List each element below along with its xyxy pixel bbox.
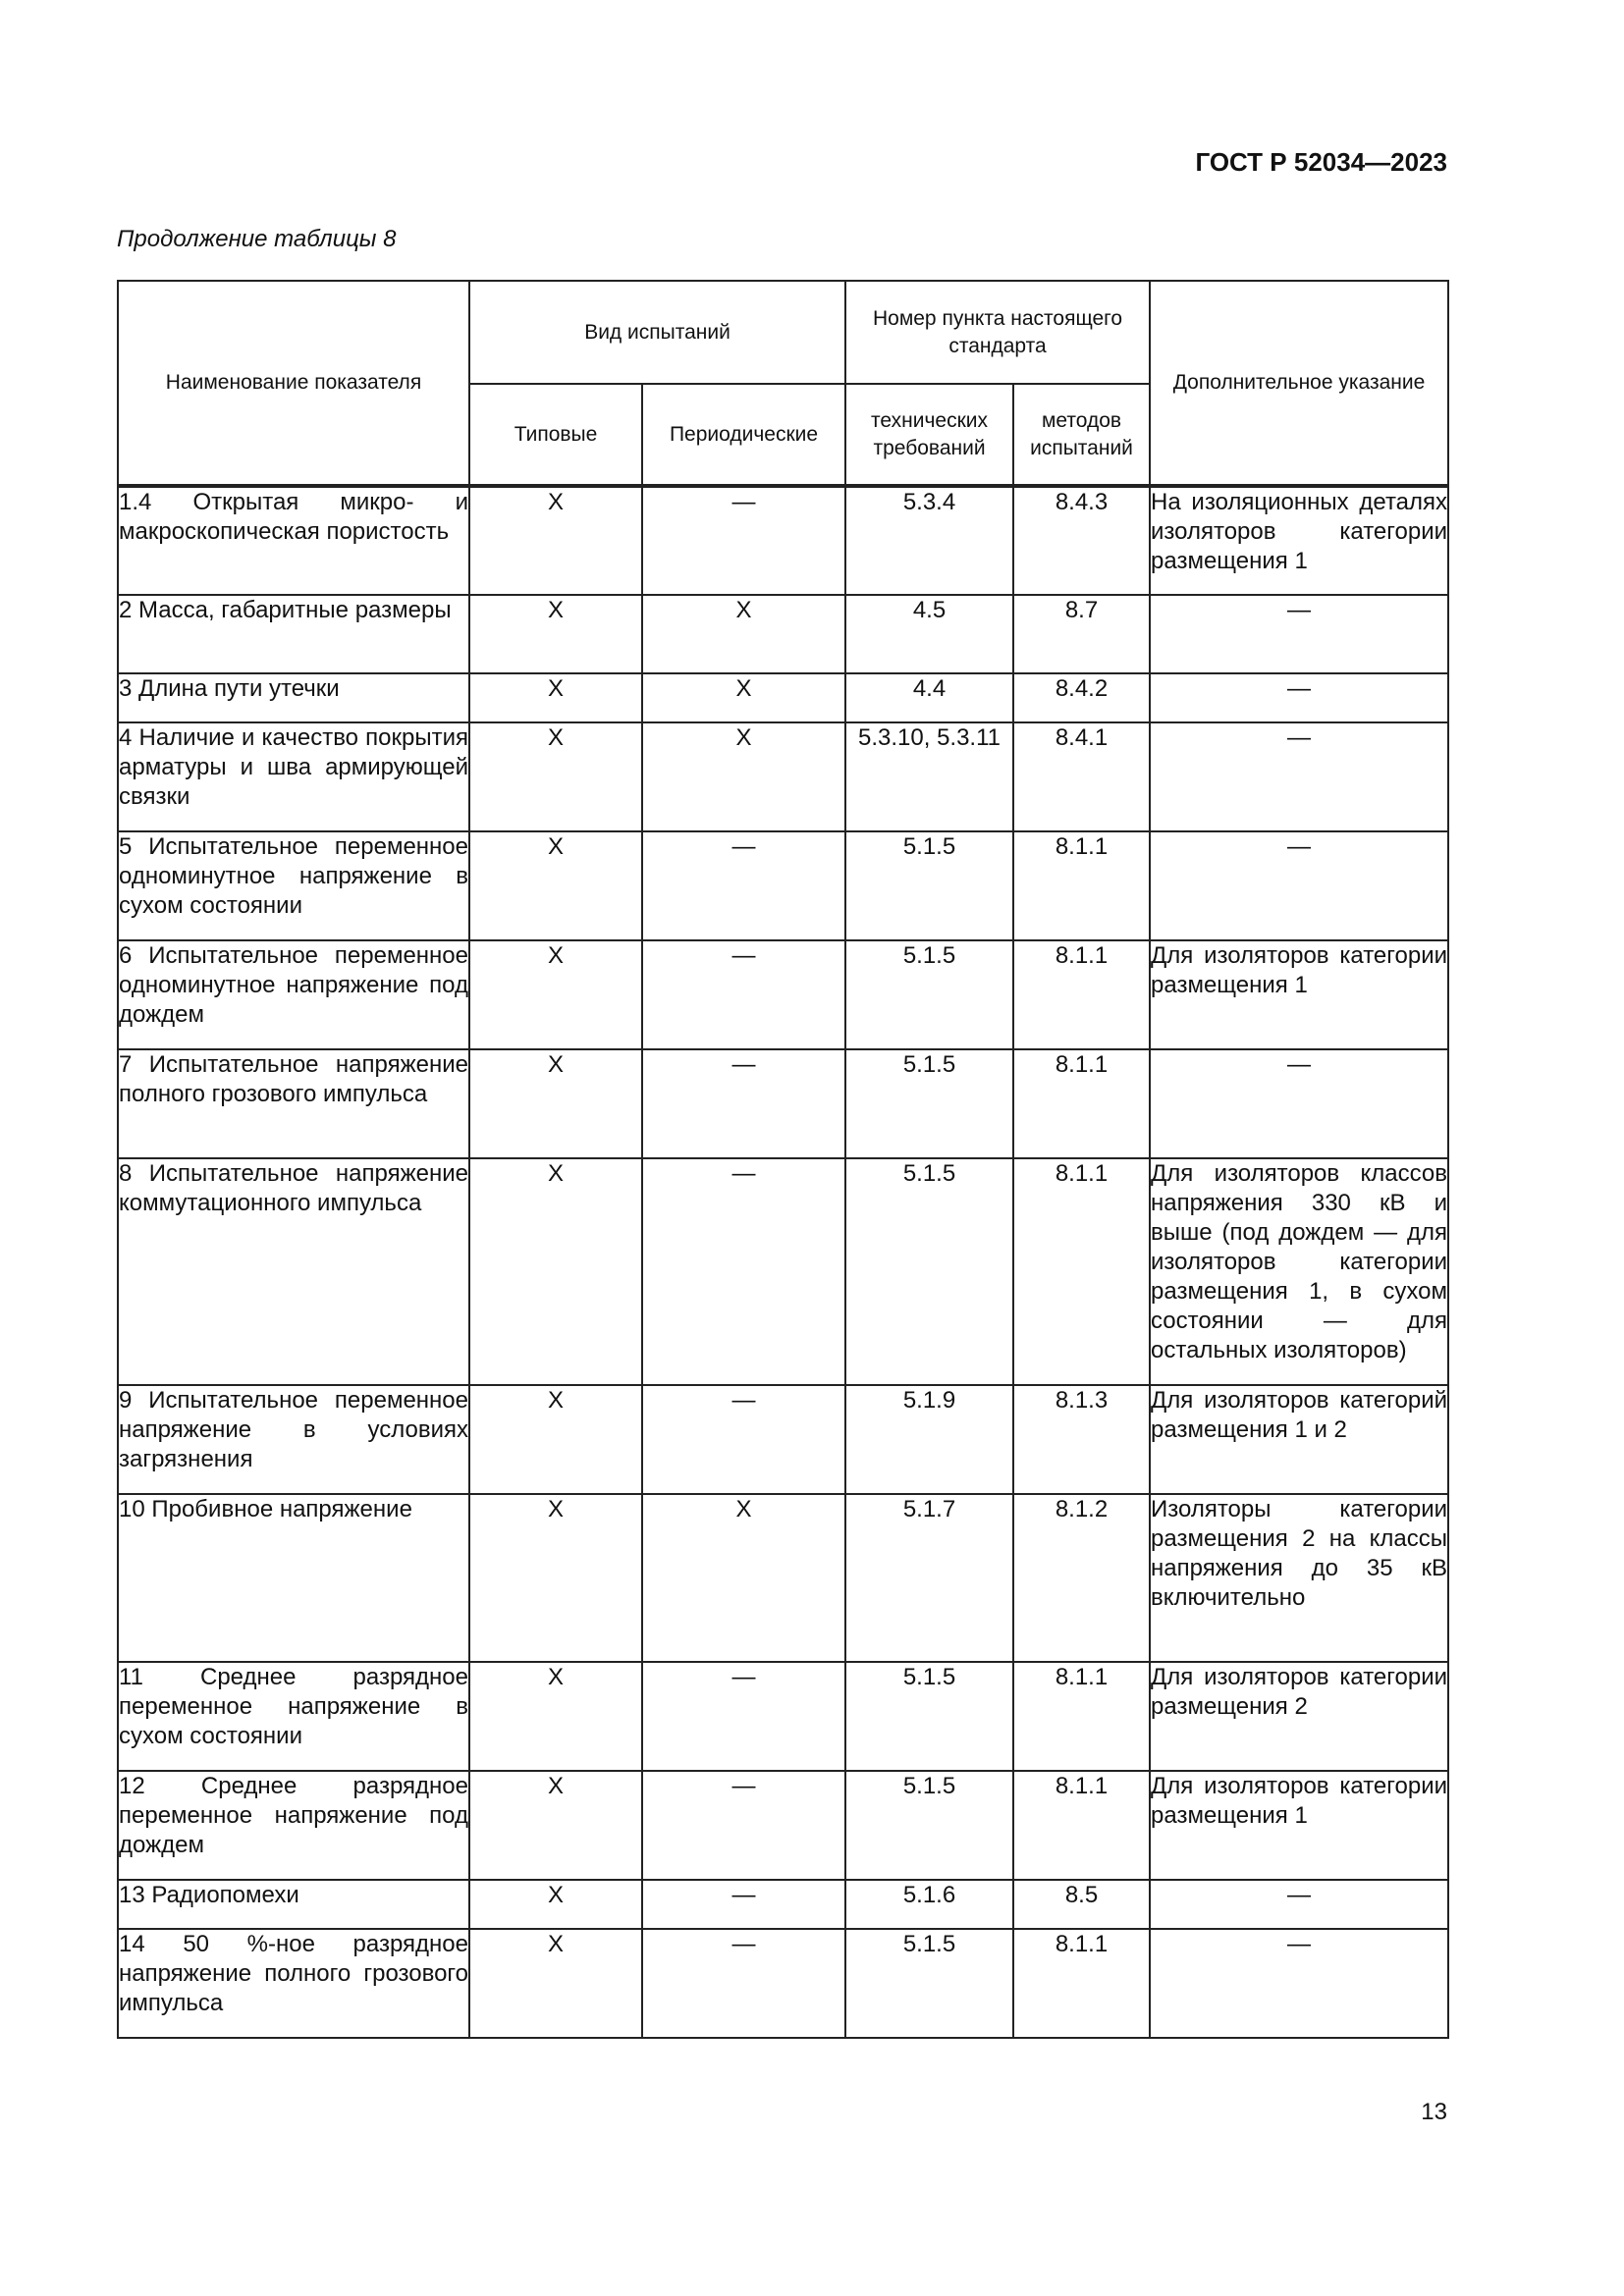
- row-name: 11 Среднее разрядное переменное напряжение в сухом состоянии: [118, 1662, 469, 1771]
- row-typical: X: [469, 1662, 642, 1771]
- row-periodic: —: [642, 1158, 845, 1385]
- row-tech-req: 5.1.6: [845, 1880, 1013, 1929]
- row-name: 12 Среднее разрядное переменное напряжение под дождем: [118, 1771, 469, 1880]
- row-test-method: 8.1.1: [1013, 1929, 1150, 2038]
- row-test-method: 8.1.1: [1013, 940, 1150, 1049]
- header-test-type: Вид испытаний: [469, 281, 845, 384]
- row-typical: X: [469, 1771, 642, 1880]
- header-periodic: Периодические: [642, 384, 845, 486]
- row-note: Изоляторы категории размещения 2 на классы напряжения до 35 кВ включительно: [1150, 1494, 1448, 1662]
- row-name: 13 Радиопомехи: [118, 1880, 469, 1929]
- row-periodic: —: [642, 1662, 845, 1771]
- row-typical: X: [469, 1385, 642, 1494]
- row-tech-req: 4.5: [845, 595, 1013, 673]
- header-typical: Типовые: [469, 384, 642, 486]
- row-tech-req: 5.1.5: [845, 1771, 1013, 1880]
- row-typical: X: [469, 673, 642, 722]
- row-test-method: 8.4.1: [1013, 722, 1150, 831]
- row-note: Для изоляторов категорий размещения 1 и 2: [1150, 1385, 1448, 1494]
- row-note: Для изоляторов категории размещения 2: [1150, 1662, 1448, 1771]
- row-periodic: X: [642, 673, 845, 722]
- row-test-method: 8.1.1: [1013, 831, 1150, 940]
- row-tech-req: 5.3.10, 5.3.11: [845, 722, 1013, 831]
- header-test-methods: методов испытаний: [1013, 384, 1150, 486]
- row-name: 2 Масса, габаритные размеры: [118, 595, 469, 673]
- row-tech-req: 5.3.4: [845, 486, 1013, 595]
- row-test-method: 8.1.3: [1013, 1385, 1150, 1494]
- table-row: [118, 595, 1448, 673]
- row-name: 4 Наличие и качество покрытия арматуры и шва армирующей связки: [118, 722, 469, 831]
- row-periodic: X: [642, 1494, 845, 1662]
- row-typical: X: [469, 940, 642, 1049]
- row-typical: X: [469, 1880, 642, 1929]
- row-note: —: [1150, 673, 1448, 722]
- row-name: 14 50 %-ное разрядное напряжение полного грозового импульса: [118, 1929, 469, 2038]
- table-row: [118, 831, 1448, 940]
- row-periodic: —: [642, 940, 845, 1049]
- table-row: [118, 1385, 1448, 1494]
- row-periodic: —: [642, 1385, 845, 1494]
- row-typical: X: [469, 1494, 642, 1662]
- row-note: —: [1150, 1049, 1448, 1158]
- document-code: ГОСТ Р 52034—2023: [1195, 147, 1447, 177]
- row-tech-req: 5.1.5: [845, 1929, 1013, 2038]
- row-name: 1.4 Открытая микро- и макроскопическая пористость: [118, 486, 469, 595]
- row-test-method: 8.5: [1013, 1880, 1150, 1929]
- row-note: Для изоляторов категории размещения 1: [1150, 940, 1448, 1049]
- row-typical: X: [469, 1929, 642, 2038]
- table-row: [118, 1494, 1448, 1662]
- row-typical: X: [469, 831, 642, 940]
- row-name: 7 Испытательное напряжение полного грозового импульса: [118, 1049, 469, 1158]
- table-row: [118, 940, 1448, 1049]
- row-test-method: 8.4.3: [1013, 486, 1150, 595]
- row-name: 6 Испытательное переменное одноминутное напряжение под дождем: [118, 940, 469, 1049]
- table-caption: Продолжение таблицы 8: [117, 226, 397, 252]
- row-periodic: —: [642, 486, 845, 595]
- row-periodic: X: [642, 595, 845, 673]
- table-row: [118, 1929, 1448, 2038]
- header-clause-number: Номер пункта настоящего стандарта: [845, 281, 1150, 384]
- row-tech-req: 5.1.5: [845, 1049, 1013, 1158]
- row-tech-req: 5.1.9: [845, 1385, 1013, 1494]
- row-test-method: 8.1.1: [1013, 1049, 1150, 1158]
- row-typical: X: [469, 722, 642, 831]
- table-row: [118, 1158, 1448, 1385]
- row-periodic: X: [642, 722, 845, 831]
- row-note: —: [1150, 1929, 1448, 2038]
- row-name: 8 Испытательное напряжение коммутационного импульса: [118, 1158, 469, 1385]
- row-tech-req: 5.1.5: [845, 1662, 1013, 1771]
- row-typical: X: [469, 1049, 642, 1158]
- row-test-method: 8.1.1: [1013, 1158, 1150, 1385]
- row-note: —: [1150, 595, 1448, 673]
- table-row: [118, 1662, 1448, 1771]
- row-test-method: 8.7: [1013, 595, 1150, 673]
- table-row: [118, 1880, 1448, 1929]
- row-note: Для изоляторов категории размещения 1: [1150, 1771, 1448, 1880]
- header-indicator-name: Наименование показателя: [118, 281, 469, 486]
- row-periodic: —: [642, 1880, 845, 1929]
- row-name: 10 Пробивное напряжение: [118, 1494, 469, 1662]
- row-tech-req: 5.1.7: [845, 1494, 1013, 1662]
- page-number: 13: [1421, 2099, 1447, 2125]
- table-row: [118, 1049, 1448, 1158]
- row-note: —: [1150, 722, 1448, 831]
- row-test-method: 8.1.1: [1013, 1662, 1150, 1771]
- header-tech-requirements: технических требований: [845, 384, 1013, 486]
- table-row: [118, 486, 1448, 595]
- row-note: —: [1150, 831, 1448, 940]
- row-tech-req: 5.1.5: [845, 1158, 1013, 1385]
- row-periodic: —: [642, 1929, 845, 2038]
- row-note: —: [1150, 1880, 1448, 1929]
- row-tech-req: 4.4: [845, 673, 1013, 722]
- row-typical: X: [469, 595, 642, 673]
- row-name: 5 Испытательное переменное одноминутное напряжение в сухом состоянии: [118, 831, 469, 940]
- table-row: [118, 1771, 1448, 1880]
- row-typical: X: [469, 1158, 642, 1385]
- row-tech-req: 5.1.5: [845, 831, 1013, 940]
- row-note: На изоляционных деталях изоляторов категории размещения 1: [1150, 486, 1448, 595]
- header-additional-note: Дополнительное указание: [1150, 281, 1448, 486]
- table-row: [118, 722, 1448, 831]
- row-name: 3 Длина пути утечки: [118, 673, 469, 722]
- table-row: [118, 673, 1448, 722]
- row-typical: X: [469, 486, 642, 595]
- row-test-method: 8.1.2: [1013, 1494, 1150, 1662]
- row-periodic: —: [642, 1049, 845, 1158]
- row-name: 9 Испытательное переменное напряжение в условиях загрязнения: [118, 1385, 469, 1494]
- row-note: Для изоляторов классов напряжения 330 кВ и выше (под дождем — для изоляторов категории размещения 1, в сухом состоянии — для остальных изоляторов): [1150, 1158, 1448, 1385]
- row-periodic: —: [642, 831, 845, 940]
- row-test-method: 8.4.2: [1013, 673, 1150, 722]
- tests-table: [117, 280, 1449, 2039]
- row-periodic: —: [642, 1771, 845, 1880]
- row-test-method: 8.1.1: [1013, 1771, 1150, 1880]
- row-tech-req: 5.1.5: [845, 940, 1013, 1049]
